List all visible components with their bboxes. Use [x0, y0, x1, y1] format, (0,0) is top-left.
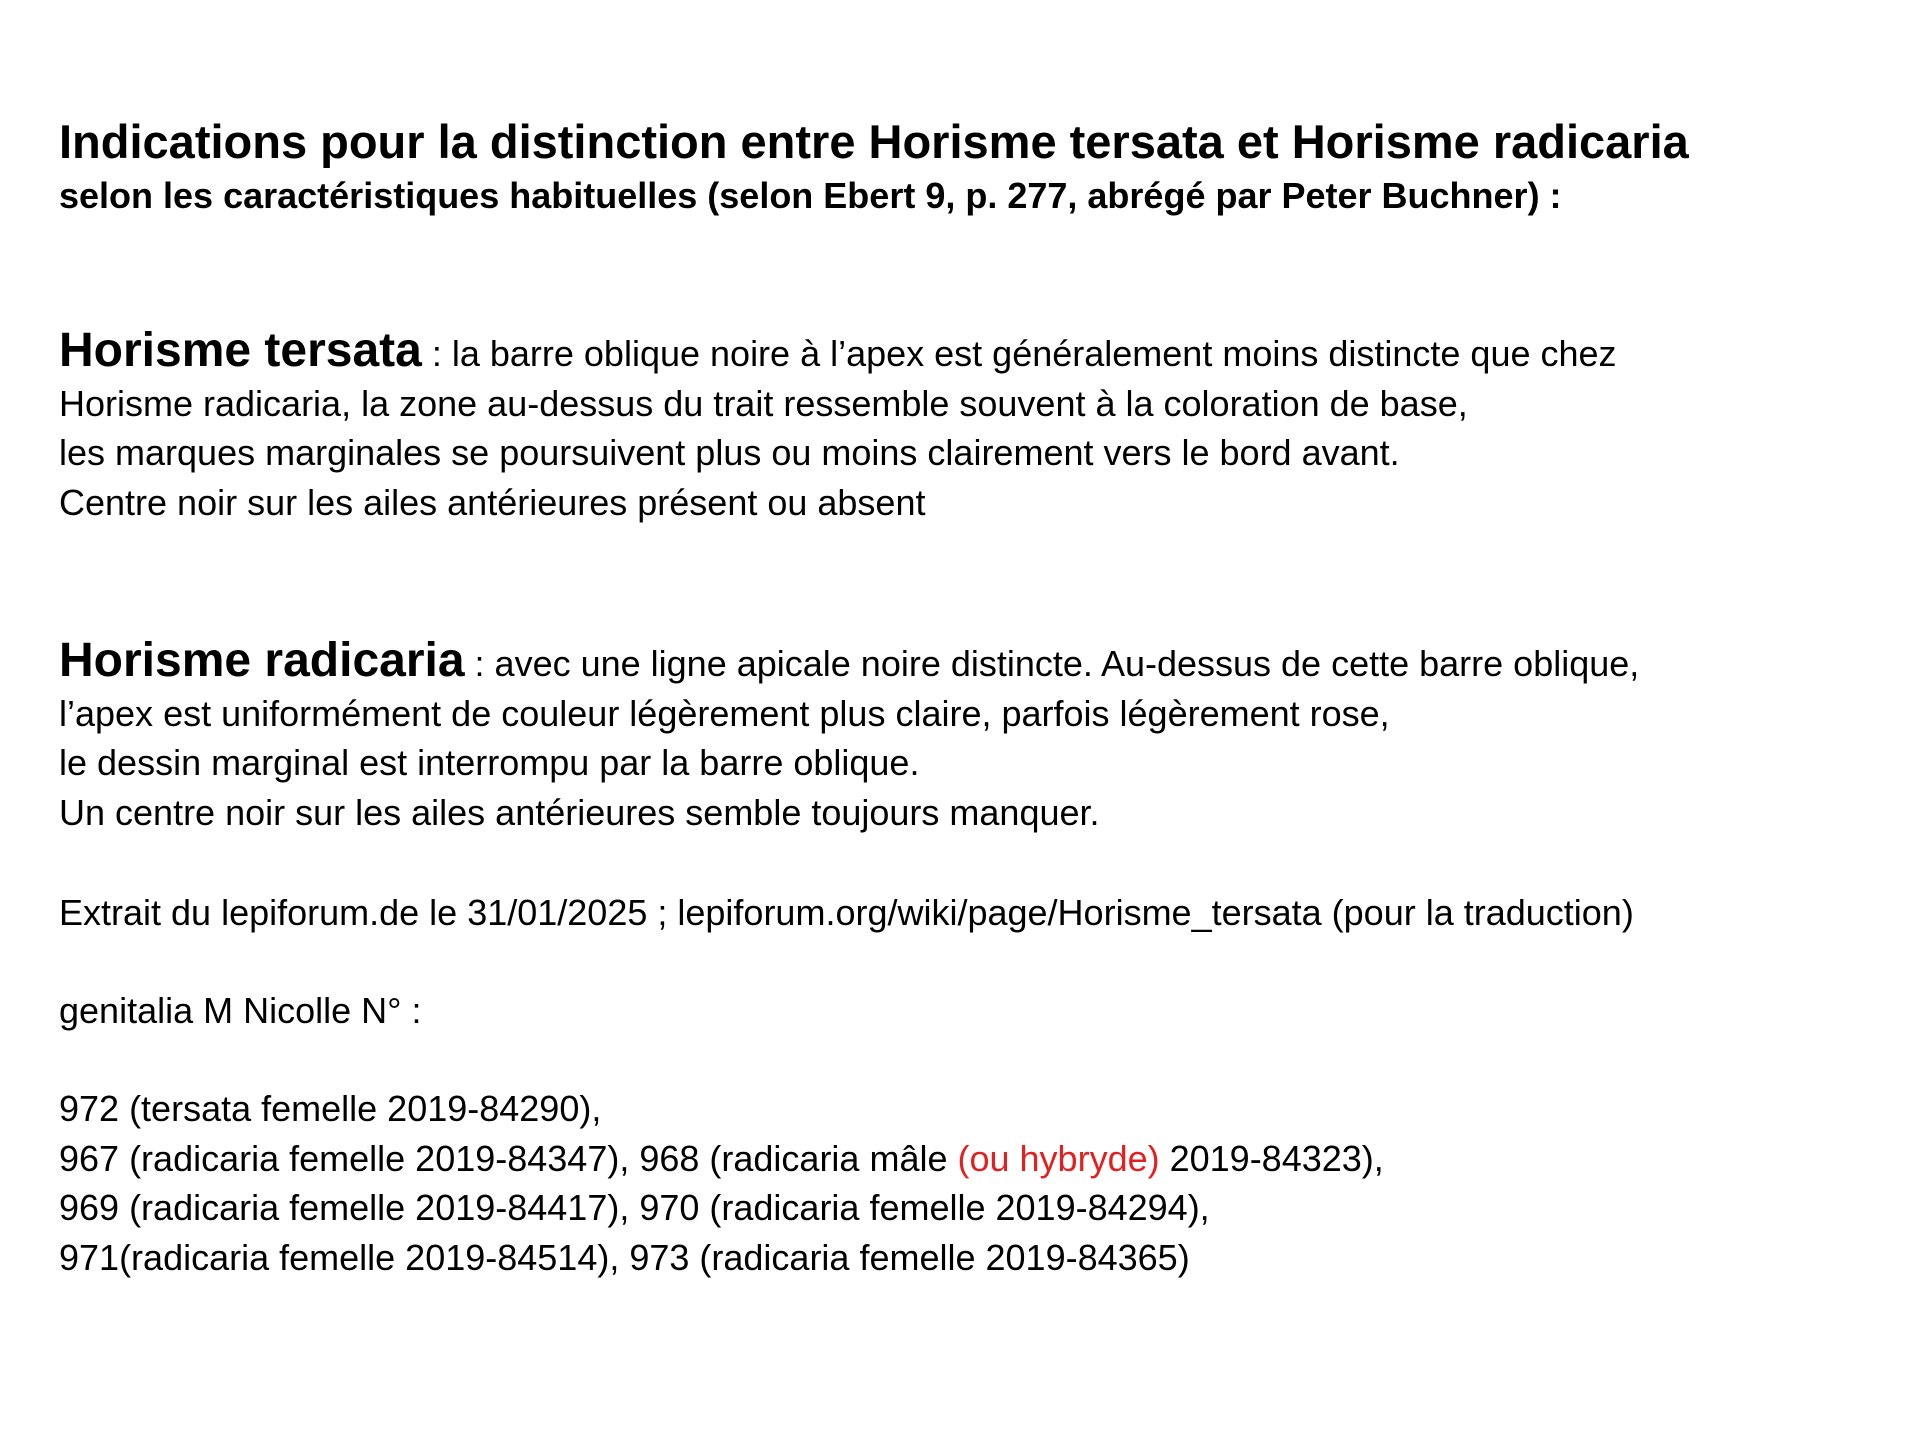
- genitalia-line-1: 972 (tersata femelle 2019-84290),: [59, 1088, 602, 1129]
- genitalia-line-3: 969 (radicaria femelle 2019-84417), 970 (radicaria femelle 2019-84294),: [59, 1187, 1210, 1228]
- radicaria-line-1: [59, 636, 1639, 689]
- genitalia-line-2: [59, 1134, 1384, 1184]
- tersata-line-4: Centre noir sur les ailes antérieures présent ou absent: [59, 481, 926, 523]
- tersata-line-2: Horisme radicaria, la zone au-dessus du trait ressemble souvent à la coloration de base,: [59, 382, 1468, 424]
- tersata-name: Horisme tersata: [59, 324, 422, 377]
- genitalia-heading: genitalia M Nicolle N° :: [59, 990, 422, 1031]
- radicaria-line-3: le dessin marginal est interrompu par la barre oblique.: [59, 742, 920, 783]
- radicaria-line-2: l’apex est uniformément de couleur légèrement plus claire, parfois légèrement rose,: [59, 692, 1390, 734]
- genitalia-line-2-end: 2019-84323),: [1159, 1137, 1384, 1179]
- hybrid-note: (ou hybryde): [957, 1137, 1160, 1179]
- radicaria-line-4: Un centre noir sur les ailes antérieures semble toujours manquer.: [59, 791, 1100, 833]
- source-citation: Extrait du lepiforum.de le 31/01/2025 ; lepiforum.org/wiki/page/Horisme_tersata (pour la traduction): [59, 892, 1634, 933]
- tersata-line-1: [59, 326, 1617, 379]
- genitalia-line-4: 971(radicaria femelle 2019-84514), 973 (radicaria femelle 2019-84365): [59, 1236, 1190, 1278]
- genitalia-line-2-start: 967 (radicaria femelle 2019-84347), 968 (radicaria mâle: [59, 1137, 958, 1179]
- page-title: Indications pour la distinction entre Horisme tersata et Horisme radicaria: [59, 115, 1689, 168]
- radicaria-description: [59, 636, 1639, 837]
- page-subtitle: selon les caractéristiques habituelles (selon Ebert 9, p. 277, abrégé par Peter Buchner) :: [59, 175, 1562, 216]
- radicaria-line-1-text: : avec une ligne apicale noire distincte. Au-dessus de cette barre oblique,: [464, 643, 1640, 684]
- tersata-line-1-text: : la barre oblique noire à l’apex est généralement moins distincte que chez: [421, 333, 1617, 374]
- tersata-line-3: les marques marginales se poursuivent plus ou moins clairement vers le bord avant.: [59, 432, 1400, 473]
- genitalia-list: [59, 1084, 1384, 1282]
- tersata-description: [59, 326, 1617, 527]
- radicaria-name: Horisme radicaria: [59, 634, 465, 687]
